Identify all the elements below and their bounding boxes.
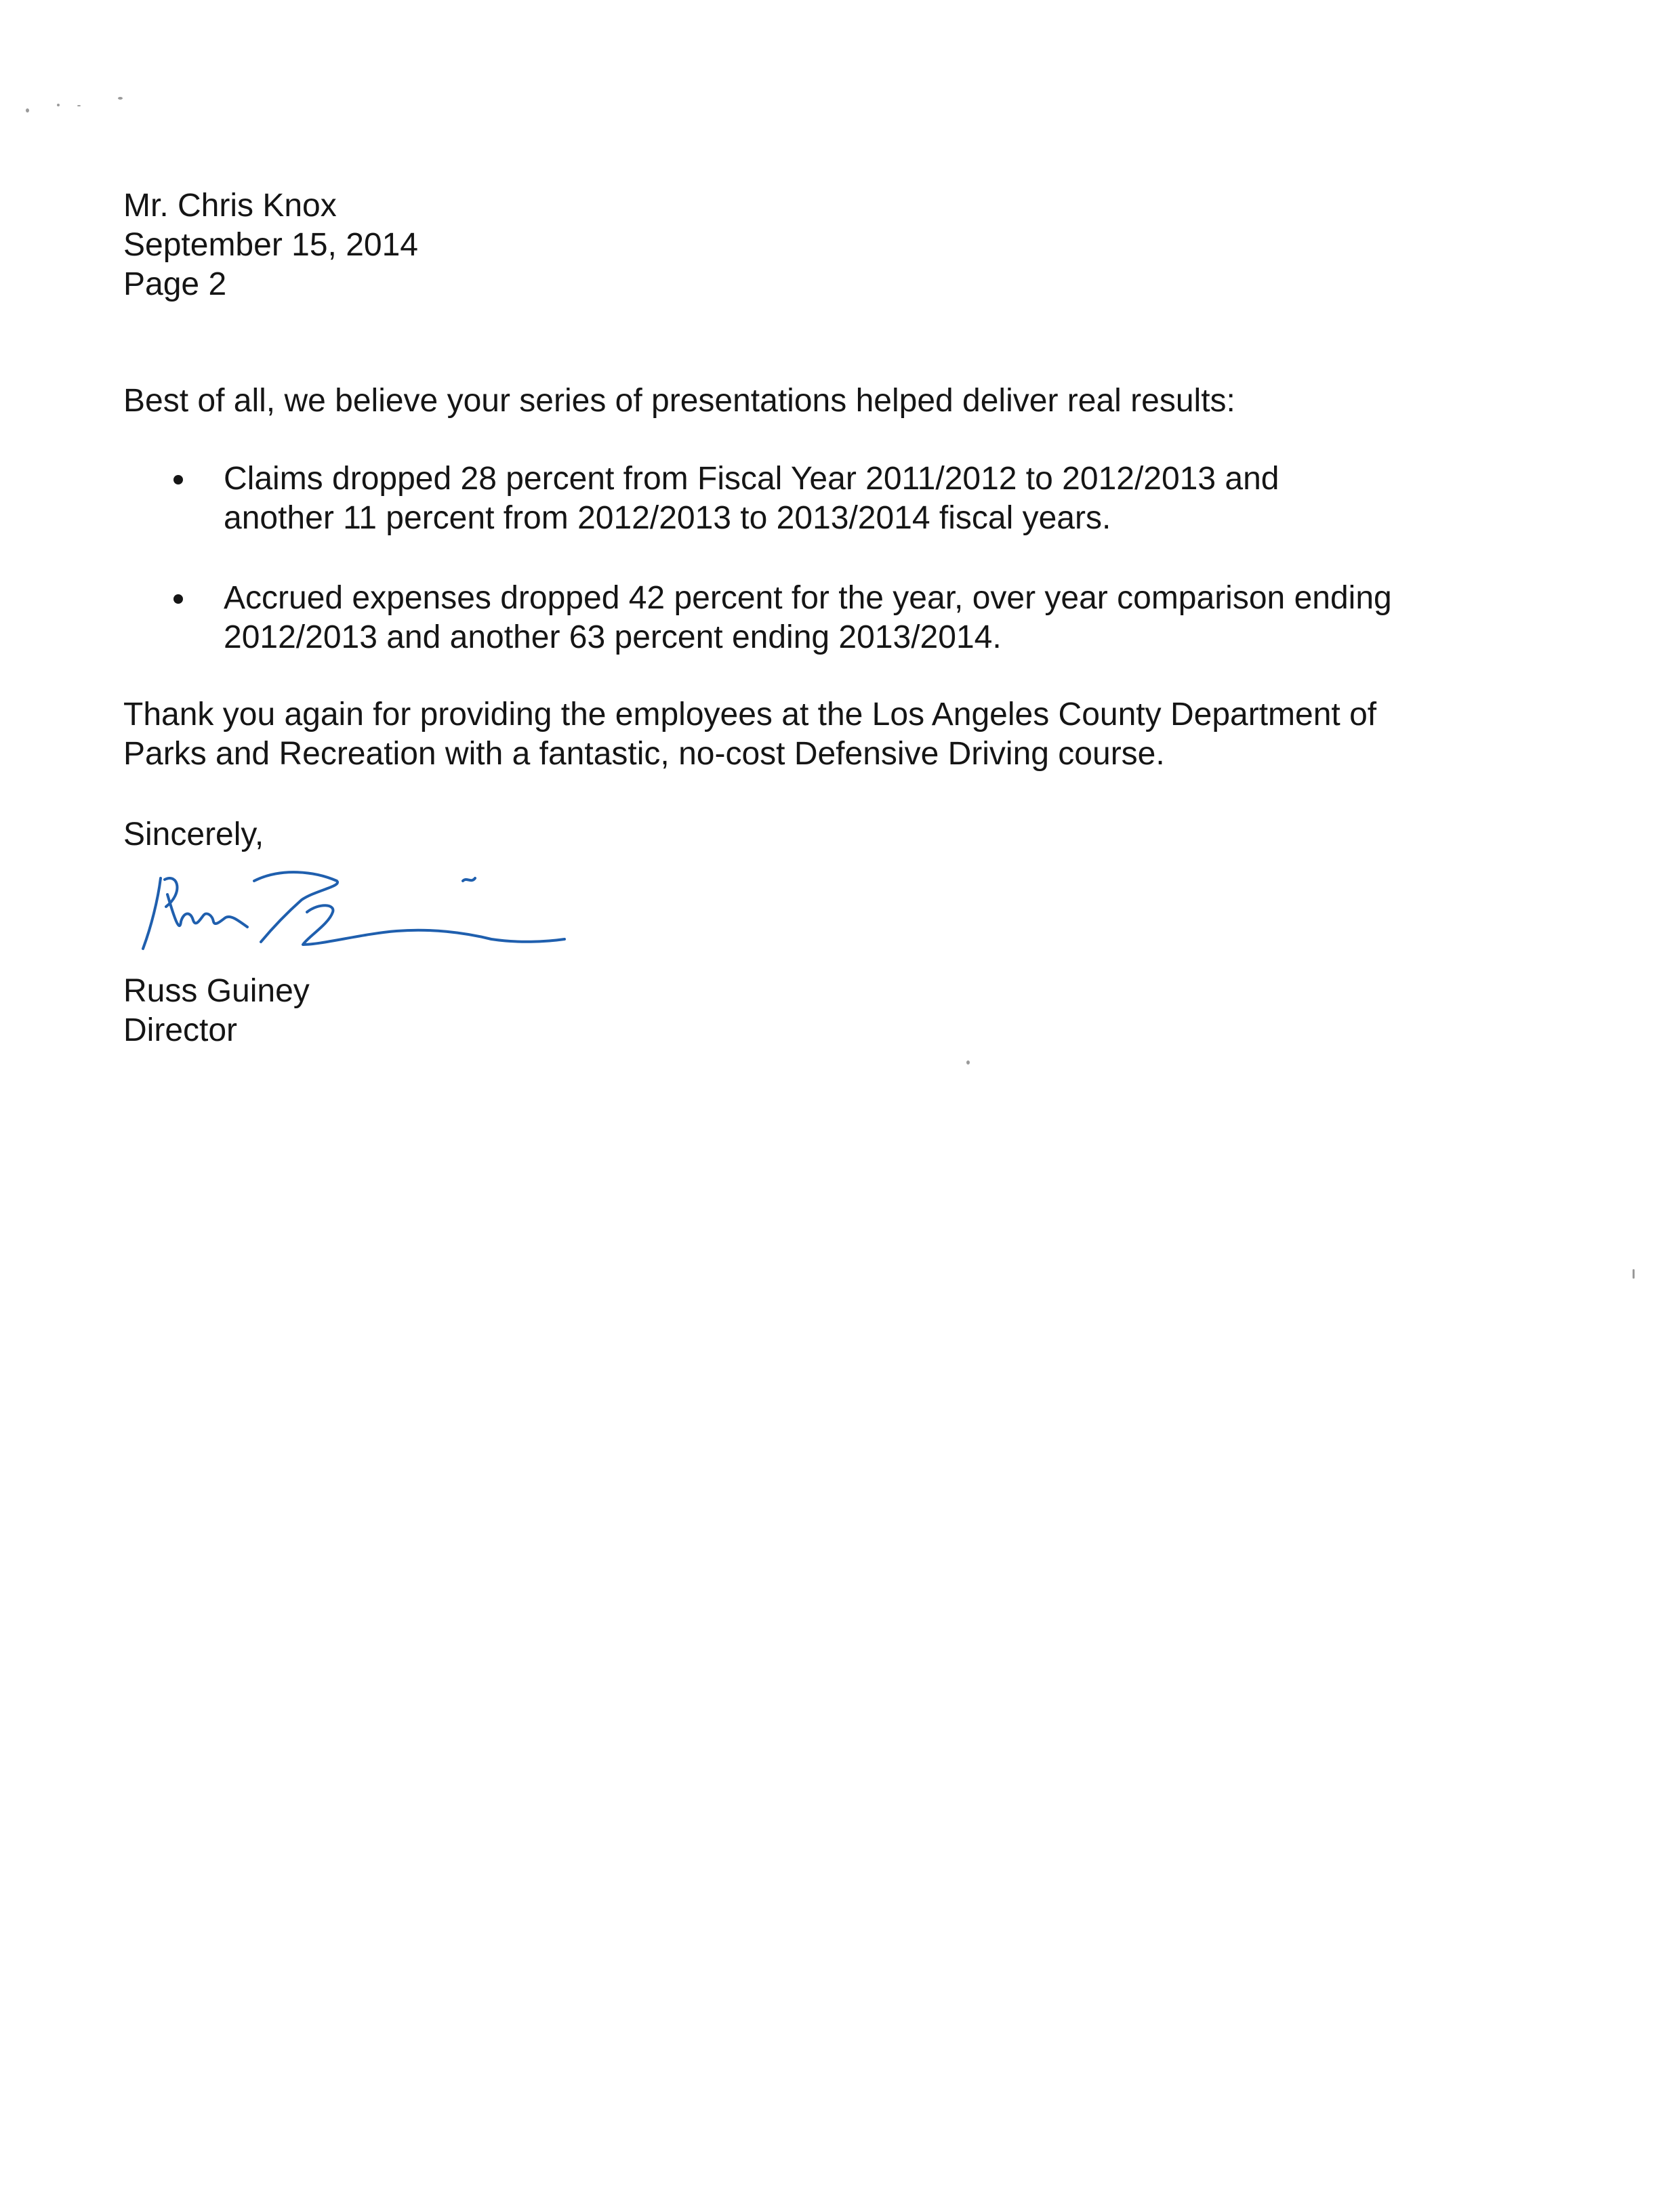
page-number: Page 2 [123,266,227,302]
list-item [123,579,1445,657]
recipient-name: Mr. Chris Knox [123,188,337,224]
scan-speck [26,108,29,112]
results-list [123,459,1445,698]
scan-speck [77,105,81,106]
signer-name: Russ Guiney [123,973,310,1009]
letter-date: September 15, 2014 [123,227,418,263]
sign-off: Sincerely, [123,817,264,852]
bullet-icon [173,475,183,484]
scan-speck [57,104,60,106]
signer-title: Director [123,1012,238,1048]
closing-line: Parks and Recreation with a fantastic, no-cost Defensive Driving course. [123,736,1165,772]
bullet-line: another 11 percent from 2012/2013 to 2013/2014 fiscal years. [224,500,1111,536]
bullet-line: Accrued expenses dropped 42 percent for the year, over year comparison ending [224,580,1392,616]
closing-paragraph [123,695,1376,774]
letter-header [123,186,418,304]
list-item [123,459,1445,538]
bullet-icon [173,594,183,604]
closing-line: Thank you again for providing the employees at the Los Angeles County Department of [123,697,1377,732]
scan-speck [966,1060,970,1065]
scan-speck [118,97,123,100]
handwritten-signature [139,852,573,961]
bullet-line: 2012/2013 and another 63 percent ending 2013/2014. [224,619,1002,655]
signer-block [123,972,310,1050]
intro-paragraph: Best of all, we believe your series of presentations helped deliver real results: [123,383,1235,419]
bullet-line: Claims dropped 28 percent from Fiscal Year 2011/2012 to 2012/2013 and [224,461,1279,497]
scan-speck [1633,1269,1635,1279]
